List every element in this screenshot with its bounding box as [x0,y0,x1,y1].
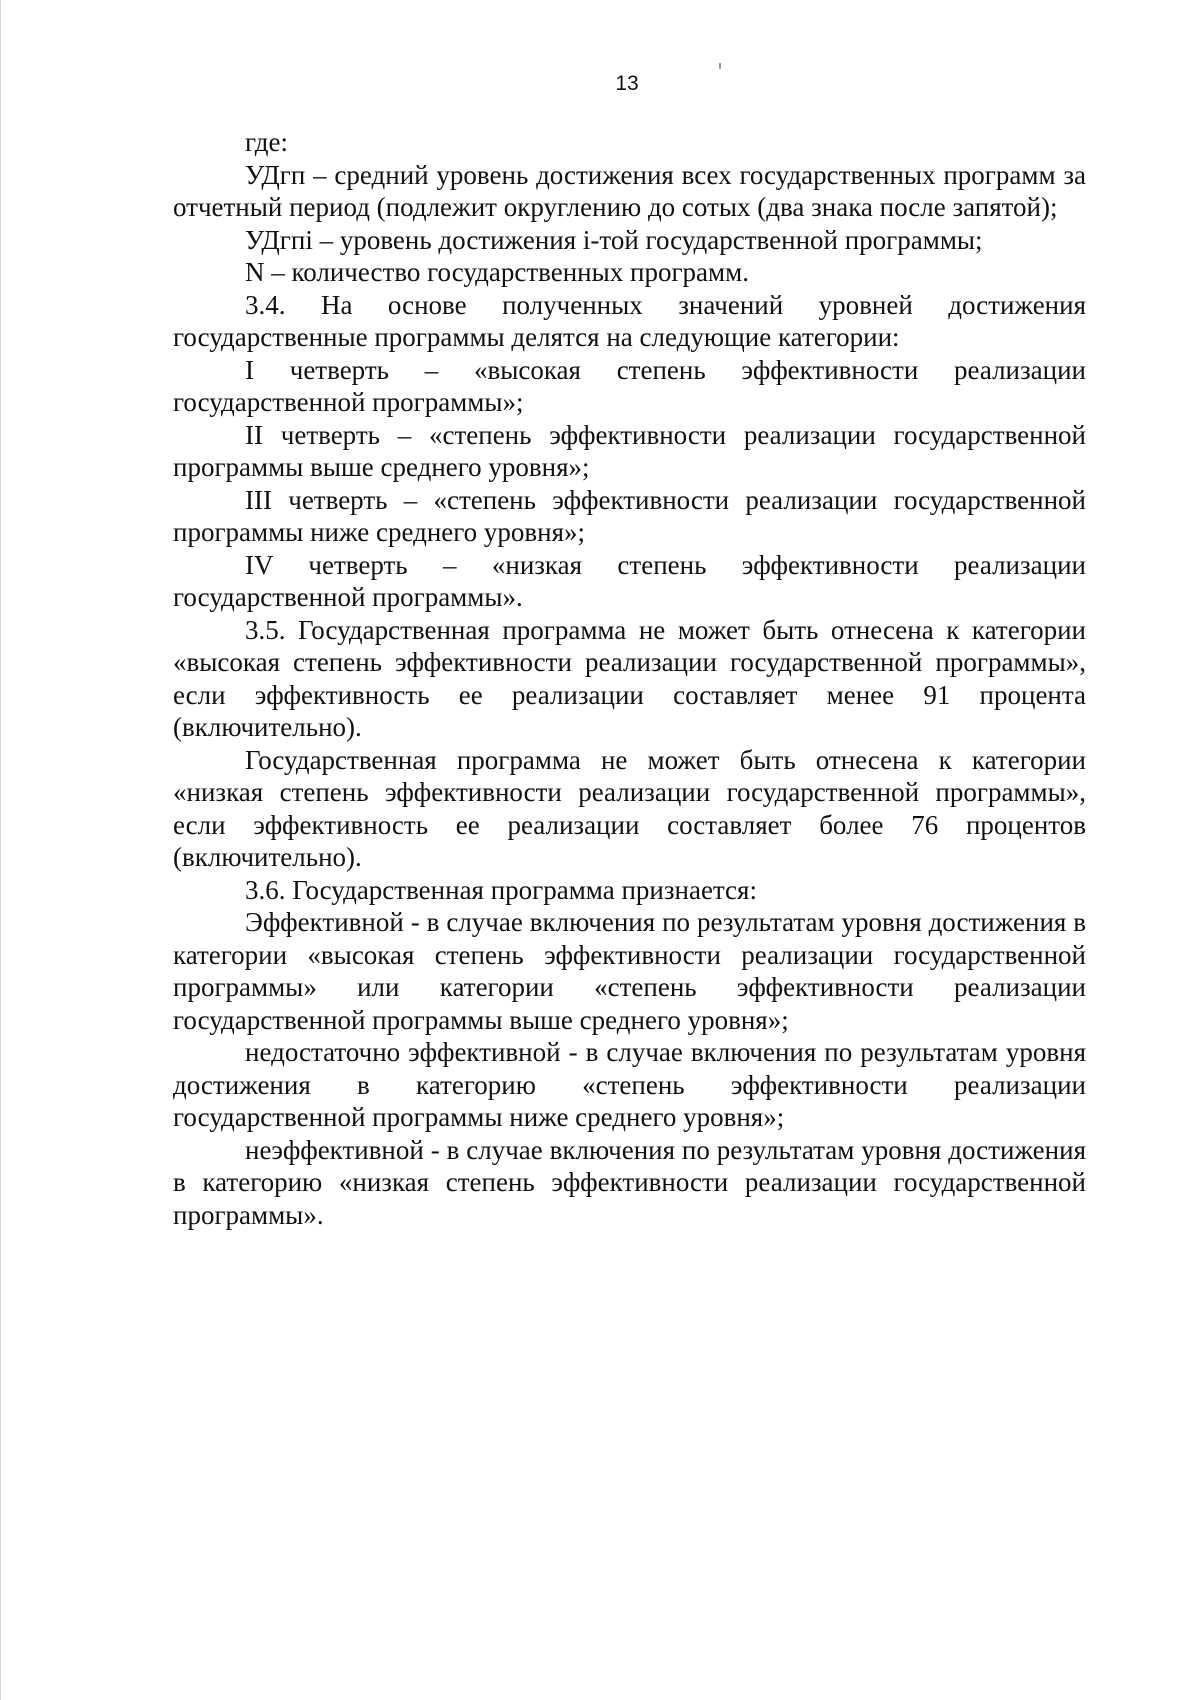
paragraph-3-5-continued: Государственная программа не может быть отнесена к категории «низкая степень эффективности реализации государственной программы», если эффективность ее реализации составляет более 76 процентов (включительно). [173,744,1086,872]
paragraph-3-4: 3.4. На основе полученных значений уровней достижения государственные программы делятся на следующие категории: [173,289,1086,352]
paragraph-udgp-definition: УДгп – средний уровень достижения всех государственных программ за отчетный период (подлежит округлению до сотых (два знака после запятой); [173,159,1086,222]
paragraph-3-6: 3.6. Государственная программа признается: [245,874,757,905]
page-number: 13 [615,72,639,95]
paragraph-insufficiently-effective: недостаточно эффективной - в случае включения по результатам уровня достижения в категорию «степень эффективности реализации государственной программы ниже среднего уровня»; [173,1037,1086,1132]
paragraph-n-definition: N – количество государственных программ. [245,257,749,287]
document-body [173,126,1086,1231]
paragraph-quarter-4: IV четверть – «низкая степень эффективности реализации государственной программы». [173,549,1086,612]
paragraph-udgpi-definition: УДгпi – уровень достижения i-той государственной программы; [245,224,983,255]
paragraph-quarter-2: II четверть – «степень эффективности реализации государственной программы выше среднего уровня»; [173,419,1086,482]
paragraph-where: где: [245,127,288,157]
paragraph-quarter-1: I четверть – «высокая степень эффективности реализации государственной программы»; [173,354,1086,417]
paragraph-effective: Эффективной - в случае включения по результатам уровня достижения в категории «высокая степень эффективности реализации государственной программы» или категории «степень эффективности реализации государственной программы выше среднего уровня»; [173,907,1086,1035]
paragraph-ineffective: неэффективной - в случае включения по результатам уровня достижения в категорию «низкая степень эффективности реализации государственной программы». [173,1134,1086,1230]
paragraph-3-5: 3.5. Государственная программа не может быть отнесена к категории «высокая степень эффективности реализации государственной программы», если эффективность ее реализации составляет менее 91 процента (включительно). [173,614,1086,742]
scan-artifact-mark [719,63,721,69]
paragraph-quarter-3: III четверть – «степень эффективности реализации государственной программы ниже среднего уровня»; [173,484,1086,547]
